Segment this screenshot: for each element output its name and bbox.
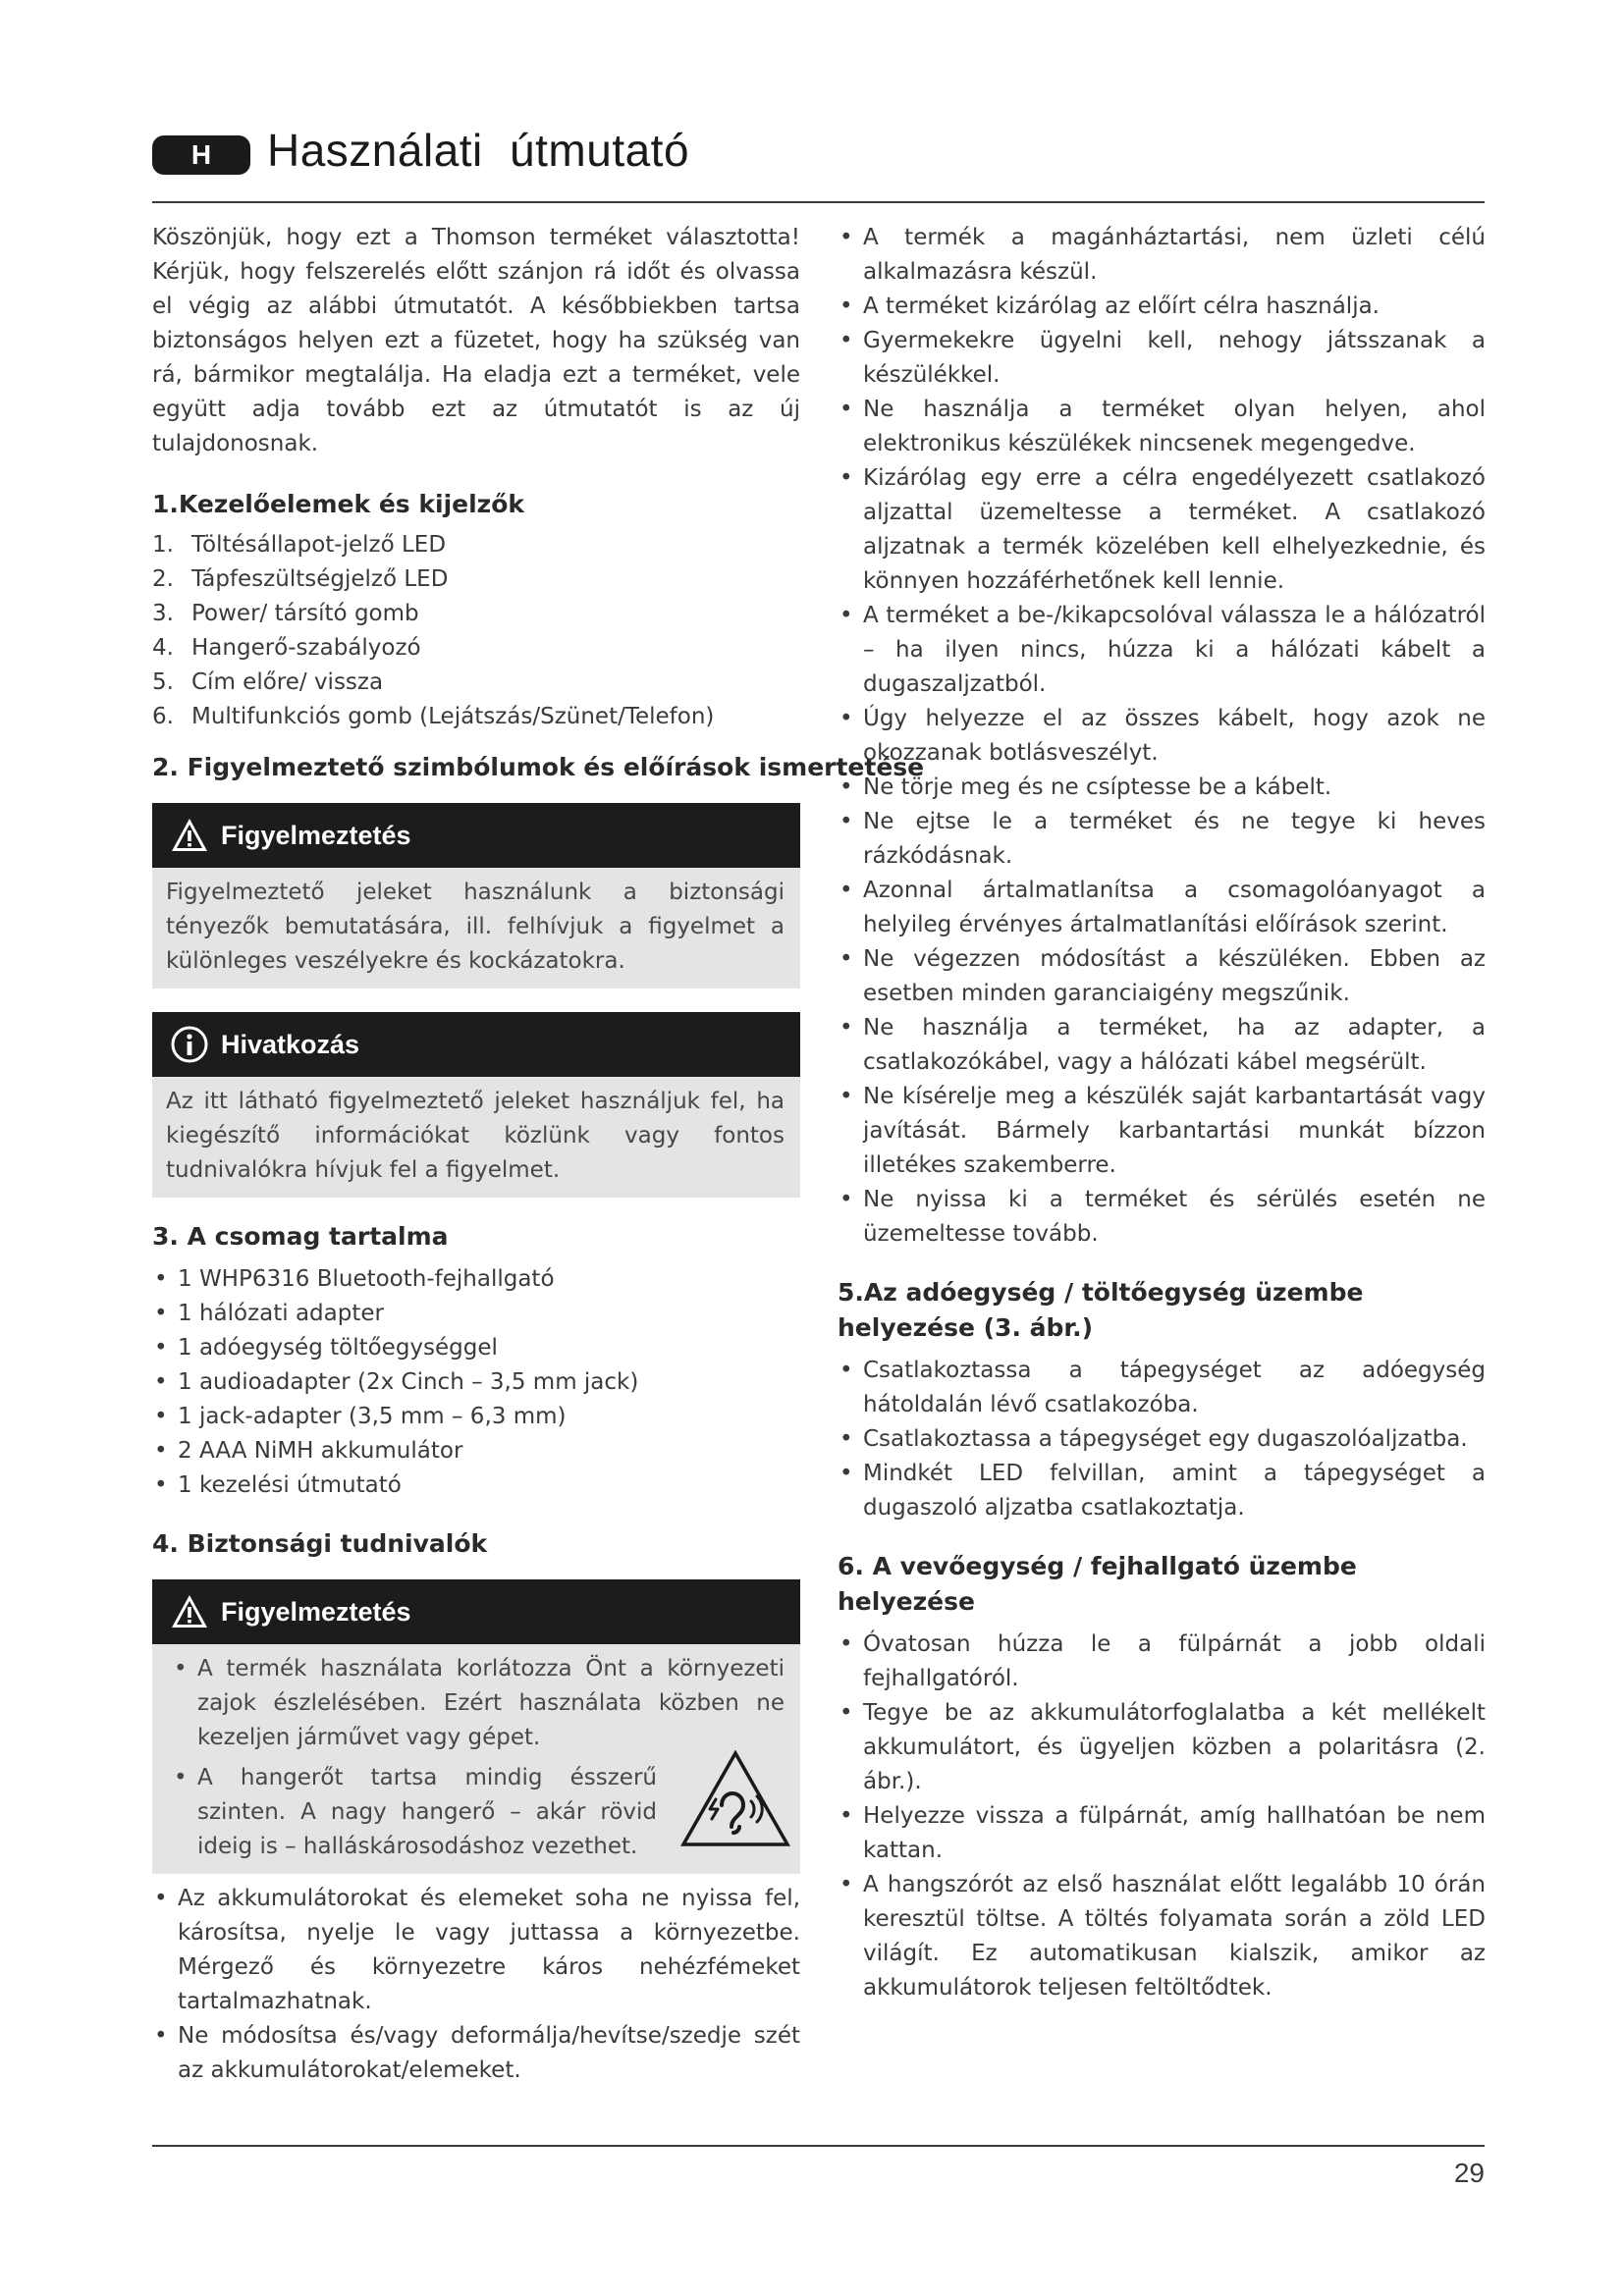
list-item: • A termék a magánháztartási, nem üzleti célú alkalmazásra készül. — [838, 221, 1486, 290]
list-item: • Kizárólag egy erre a célra engedélyezett csatlakozó aljzattal üzemeltesse a terméket. A csatlakozó aljzatnak a termék közelében kell elhelyezkednie, és könnyen hozzáférhetőnek kell lennie. — [838, 461, 1486, 599]
list-item: • Ne nyissa ki a terméket és sérülés esetén ne üzemeltesse tovább. — [838, 1183, 1486, 1252]
page-number: 29 — [1453, 2158, 1485, 2188]
list-item: • 1 kezelési útmutató — [152, 1468, 800, 1503]
page-title: Használati útmutató — [267, 125, 690, 176]
safety-list-right — [838, 221, 1486, 1252]
list-item: 4. Hangerő-szabályozó — [152, 635, 421, 661]
list-item: • A termék használata korlátozza Önt a környezeti zajok észlelésében. Ezért használata közben ne kezeljen járművet vagy gépet. — [166, 1652, 785, 1755]
footer-divider — [152, 2145, 1485, 2147]
note-box-text: Az itt látható figyelmeztető jeleket használjuk fel, ha kiegészítő információkat közlünk vagy fontos tudnivalókra hívjuk fel a figyelmet. — [166, 1089, 785, 1183]
list-item: • Óvatosan húzza le a fülpárnát a jobb oldali fejhallgatóról. — [838, 1628, 1486, 1696]
list-item: 6. Multifunkciós gomb (Lejátszás/Szünet/Telefon) — [152, 704, 715, 729]
section-1-heading: 1.Kezelőelemek és kijelzők — [152, 490, 525, 518]
list-item: • Helyezze vissza a fülpárnát, amíg hallhatóan be nem kattan. — [838, 1799, 1486, 1868]
list-item: • 1 hálózati adapter — [152, 1297, 800, 1331]
section-5-heading: 5.Az adóegység / töltőegység üzembe helyezése (3. ábr.) — [838, 1278, 1364, 1342]
right-column — [838, 221, 1486, 2005]
language-badge: H — [152, 135, 250, 175]
list-item: • Azonnal ártalmatlanítsa a csomagolóanyagot a helyileg érvényes ártalmatlanítási előírások szerint. — [838, 874, 1486, 942]
list-item: • Csatlakoztassa a tápegységet az adóegység hátoldalán lévő csatlakozóba. — [838, 1354, 1486, 1422]
list-item: • Gyermekekre ügyelni kell, nehogy játsszanak a készülékkel. — [838, 324, 1486, 393]
transmitter-setup-list — [838, 1354, 1486, 1525]
list-item: 1. Töltésállapot-jelző LED — [152, 532, 447, 558]
list-item: • Ne használja a terméket olyan helyen, ahol elektronikus készülékek nincsenek megengedve. — [838, 393, 1486, 461]
warning-triangle-icon — [170, 816, 209, 855]
safety-warning-box-body — [152, 1644, 800, 1874]
list-item: • Tegye be az akkumulátorfoglalatba a két mellékelt akkumulátort, és ügyeljen közben a polaritásra (2. ábr.). — [838, 1696, 1486, 1799]
section-4-heading: 4. Biztonsági tudnivalók — [152, 1529, 488, 1558]
hearing-damage-hazard-icon — [680, 1750, 790, 1848]
list-item: • Ne ejtse le a terméket és ne tegye ki heves rázkódásnak. — [838, 805, 1486, 874]
list-item: • Ne használja a terméket, ha az adapter, a csatlakozókábel, vagy a hálózati kábel megsérült. — [838, 1011, 1486, 1080]
list-item: 3. Power/ társító gomb — [152, 601, 419, 626]
safety-warning-box-header — [152, 1579, 800, 1644]
warning-box-title: Figyelmeztetés — [221, 820, 411, 850]
note-box — [152, 1012, 800, 1198]
list-item: • Csatlakoztassa a tápegységet egy dugaszolóaljzatba. — [838, 1422, 1486, 1457]
list-item: • Ne végezzen módosítást a készüléken. Ebben az esetben minden garanciaigény megszűnik. — [838, 942, 1486, 1011]
list-item: • Mindkét LED felvillan, amint a tápegységet a dugaszoló aljzatba csatlakoztatja. — [838, 1457, 1486, 1525]
list-item: • A hangerőt tartsa mindig ésszerű szinten. A nagy hangerő – akár rövid ideig is – halláskárosodáshoz vezethet. — [166, 1761, 785, 1864]
header-divider — [152, 201, 1485, 203]
note-box-header — [152, 1012, 800, 1077]
note-box-body — [152, 1077, 800, 1198]
safety-warning-box-title: Figyelmeztetés — [221, 1596, 411, 1627]
safety-list-left — [152, 1882, 800, 2088]
list-item: • Ne módosítsa és/vagy deformálja/hevítse/szedje szét az akkumulátorokat/elemeket. — [152, 2019, 800, 2088]
intro-paragraph: Köszönjük, hogy ezt a Thomson terméket választotta! Kérjük, hogy felszerelés előtt szánjon rá időt és olvassa el végig az alábbi útmutatót. A későbbiekben tartsa biztonságos helyen ezt a füzetet, hogy ha szükség van rá, bármikor megtalálja. Ha eladja ezt a terméket, vele együtt adja tovább ezt az útmutatót is az új tulajdonosnak. — [152, 225, 800, 456]
section-2-heading: 2. Figyelmeztető szimbólumok és előírások ismertetése — [152, 753, 925, 781]
list-item: • Ne törje meg és ne csíptesse be a kábelt. — [838, 771, 1486, 805]
package-contents-list — [152, 1262, 800, 1503]
warning-box-text: Figyelmeztető jeleket használunk a biztonsági tényezők bemutatására, ill. felhívjuk a figyelmet a különleges veszélyekre és kockázatokra. — [166, 880, 785, 974]
list-item: 2. Tápfeszültségjelző LED — [152, 566, 449, 592]
list-item: • Az akkumulátorokat és elemeket soha ne nyissa fel, károsítsa, nyelje le vagy juttassa a környezetbe. Mérgező és környezetre káros nehézfémeket tartalmazhatnak. — [152, 1882, 800, 2019]
list-item: • 1 WHP6316 Bluetooth-fejhallgató — [152, 1262, 800, 1297]
list-item: 5. Cím előre/ vissza — [152, 669, 384, 695]
list-item: • Úgy helyezze el az összes kábelt, hogy azok ne okozzanak botlásveszélyt. — [838, 702, 1486, 771]
warning-box-header — [152, 803, 800, 868]
list-item: • 1 adóegység töltőegységgel — [152, 1331, 800, 1365]
section-3-heading: 3. A csomag tartalma — [152, 1222, 449, 1251]
list-item: • 1 audioadapter (2x Cinch – 3,5 mm jack) — [152, 1365, 800, 1400]
list-item: • A terméket a be-/kikapcsolóval válassza le a hálózatról – ha ilyen nincs, húzza ki a hálózati kábelt a dugaszaljzatból. — [838, 599, 1486, 702]
list-item: • A terméket kizárólag az előírt célra használja. — [838, 290, 1486, 324]
info-circle-icon — [170, 1025, 209, 1064]
list-item: • 2 AAA NiMH akkumulátor — [152, 1434, 800, 1468]
controls-list — [152, 528, 800, 734]
list-item: • A hangszórót az első használat előtt legalább 10 órán keresztül töltse. A töltés folyamata során a zöld LED világít. Ez automatikusan kialszik, amikor az akkumulátorok teljesen feltöltődtek. — [838, 1868, 1486, 2005]
warning-triangle-icon — [170, 1592, 209, 1631]
note-box-title: Hivatkozás — [221, 1029, 360, 1059]
left-column — [152, 221, 925, 2088]
warning-box — [152, 803, 800, 988]
safety-warning-box — [152, 1579, 800, 1874]
warning-box-body — [152, 868, 800, 988]
section-6-heading: 6. A vevőegység / fejhallgató üzembe helyezése — [838, 1552, 1357, 1616]
receiver-setup-list — [838, 1628, 1486, 2005]
list-item: • 1 jack-adapter (3,5 mm – 6,3 mm) — [152, 1400, 800, 1434]
list-item: • Ne kísérelje meg a készülék saját karbantartását vagy javítását. Bármely karbantartási munkát bízzon illetékes szakemberre. — [838, 1080, 1486, 1183]
